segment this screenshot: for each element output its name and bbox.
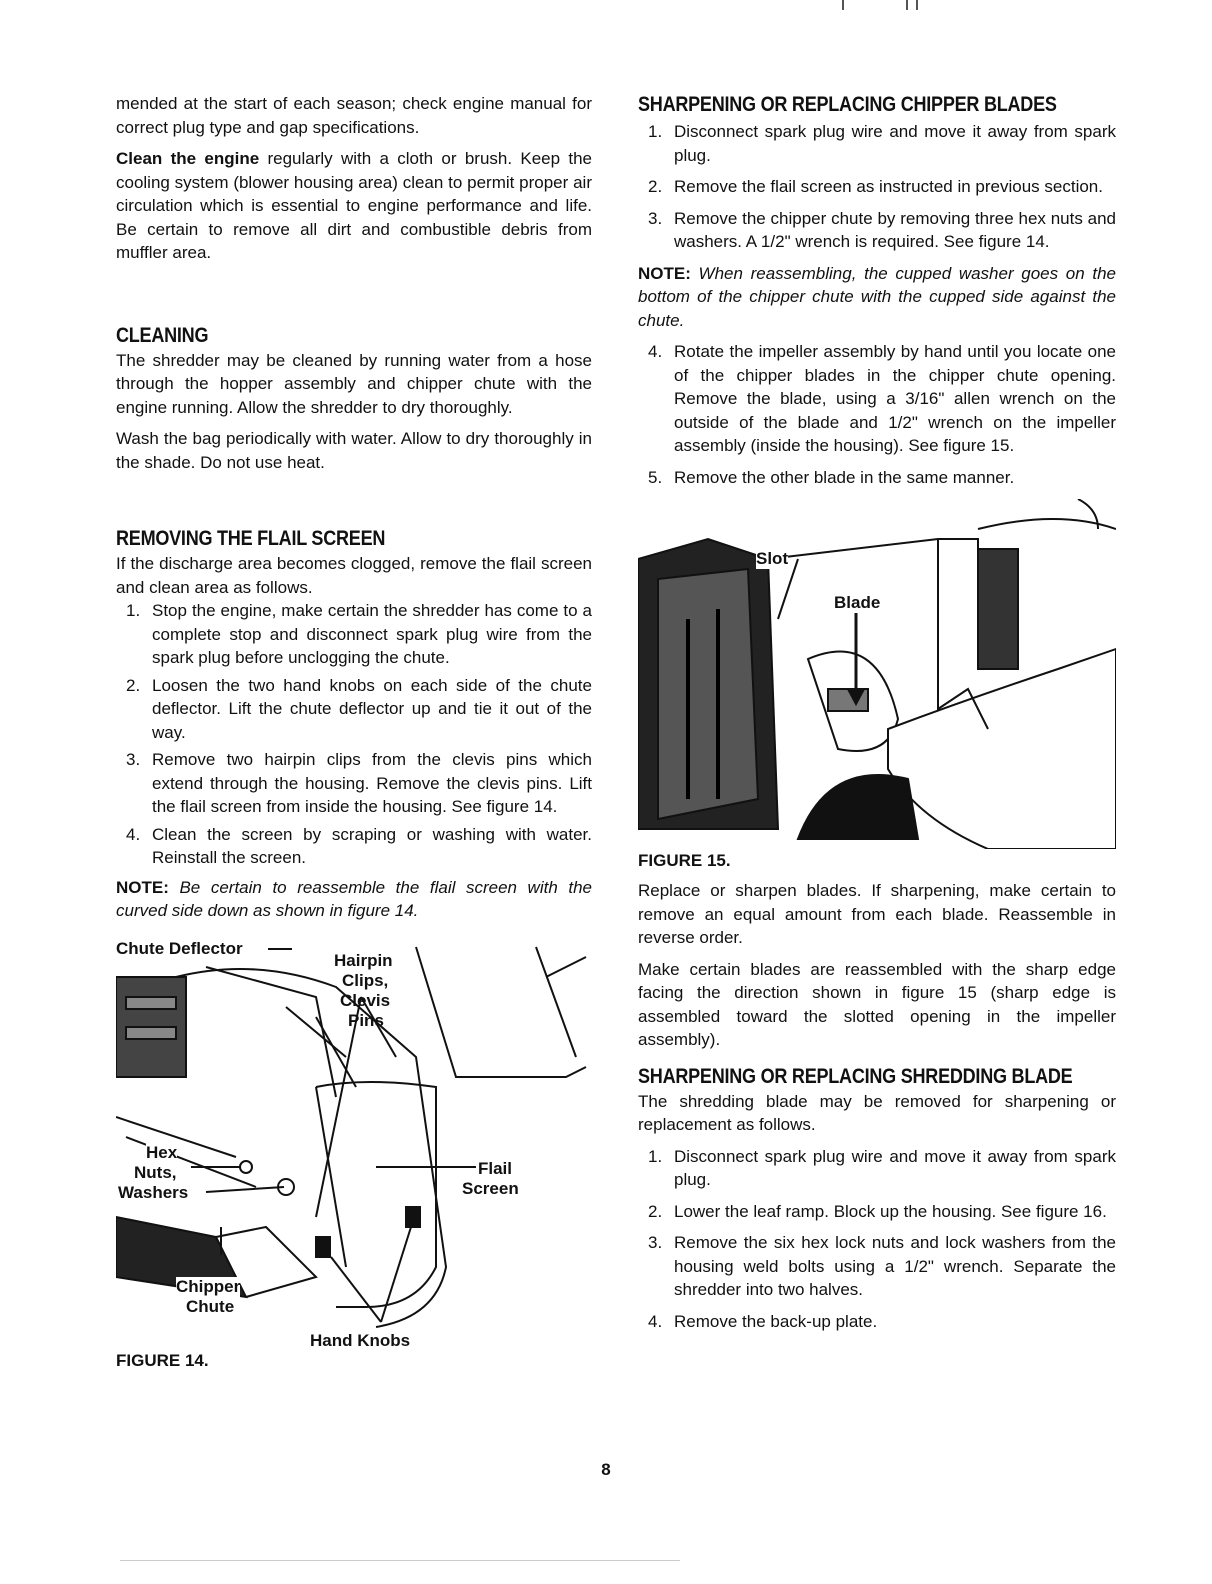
page-number: 8	[601, 1460, 611, 1479]
figure-15-illustration	[638, 499, 1116, 849]
cleaning-heading: CLEANING	[116, 323, 209, 347]
chipper-steps-a	[638, 120, 1116, 254]
scan-mark-bottom	[120, 1560, 680, 1561]
shredding-steps	[638, 1145, 1116, 1334]
list-item: 1. Disconnect spark plug wire and move it away from spark plug.	[648, 122, 1116, 165]
list-item: 5. Remove the other blade in the same manner.	[648, 467, 1015, 487]
label-clips: Clips,	[342, 970, 389, 990]
list-item: 2. Loosen the two hand knobs on each side of the chute deflector. Lift the chute deflector up and tie it out of the way.	[126, 675, 592, 742]
clean-engine-lead: Clean the engine	[116, 149, 260, 168]
list-item: 3. Remove two hairpin clips from the clevis pins which extend through the housing. Remove the clevis pins. Lift the flail screen from inside the housing. See figure 14.	[126, 750, 592, 816]
clean-engine-text: regularly with a cloth or brush. Keep the cooling system (blower housing area) clean to permit proper air circulation which is essential to engine performance and life. Be certain to remove all dirt and combustible debris from muffler area.	[116, 149, 592, 262]
label-blade: Blade	[834, 593, 881, 612]
chipper-steps-b	[638, 340, 1116, 489]
figure-15-caption: FIGURE 15.	[638, 851, 731, 870]
chipper-note: NOTE: When reassembling, the cupped washer goes on the bottom of the chipper chute with the cupped side against the chute.	[638, 263, 1116, 330]
figure-14-caption: FIGURE 14.	[116, 1350, 209, 1370]
figure-14	[116, 937, 596, 1370]
list-item: 4. Remove the back-up plate.	[648, 1311, 878, 1331]
cleaning-paragraph-1: The shredder may be cleaned by running water from a hose through the hopper assembly and chipper chute with the engine running. Allow the shredder to dry thoroughly.	[116, 350, 592, 417]
label-chute-deflector: Chute Deflector	[116, 938, 243, 958]
label-chipper: Chipper	[176, 1276, 241, 1296]
intro-paragraph: mended at the start of each season; check engine manual for correct plug type and gap specifications.	[116, 94, 592, 137]
flail-note: NOTE: Be certain to reassemble the flail screen with the curved side down as shown in figure 14.	[116, 877, 592, 920]
label-pins: Pins	[348, 1010, 384, 1030]
shredding-heading: SHARPENING OR REPLACING SHREDDING BLADE	[638, 1064, 1073, 1088]
label-hex: Hex	[146, 1142, 178, 1162]
flail-steps	[116, 599, 592, 870]
label-washers: Washers	[118, 1182, 189, 1202]
list-item: 4. Clean the screen by scraping or washing with water. Reinstall the screen.	[126, 824, 592, 867]
label-screen: Screen	[462, 1178, 519, 1198]
right-column	[638, 92, 1116, 1337]
chipper-heading: SHARPENING OR REPLACING CHIPPER BLADES	[638, 93, 1057, 116]
label-chute: Chute	[186, 1296, 235, 1316]
list-item: 1. Stop the engine, make certain the shredder has come to a complete stop and disconnect spark plug wire from the spark plug before unclogging the chute.	[126, 601, 592, 667]
label-clevis: Clevis	[340, 990, 391, 1010]
label-slot: Slot	[756, 549, 789, 568]
list-item: 4. Rotate the impeller assembly by hand until you locate one of the chipper blades in the chipper chute opening. Remove the blade, using a 3/16" allen wrench on the outside of the blade and 1/2" wrench on the impeller assembly (inside the housing). See figure 15.	[648, 342, 1116, 455]
shredding-intro: The shredding blade may be removed for sharpening or replacement as follows.	[638, 1091, 1116, 1134]
list-item: 2. Remove the flail screen as instructed in previous section.	[648, 177, 1103, 196]
flail-heading: REMOVING THE FLAIL SCREEN	[116, 527, 386, 550]
list-item: 1. Disconnect spark plug wire and move it away from spark plug.	[648, 1146, 1116, 1189]
cleaning-paragraph-2: Wash the bag periodically with water. Allow to dry thoroughly in the shade. Do not use heat.	[116, 429, 592, 472]
scan-mark-top	[906, 0, 908, 10]
scan-mark-top	[916, 0, 918, 10]
flail-intro: If the discharge area becomes clogged, remove the flail screen and clean area as follows.	[116, 554, 592, 597]
figure-15	[638, 499, 1116, 879]
list-item: 2. Lower the leaf ramp. Block up the housing. See figure 16.	[648, 1201, 1107, 1221]
scan-mark-top	[842, 0, 844, 10]
list-item: 3. Remove the six hex lock nuts and lock washers from the housing weld bolts using a 1/2" wrench. Separate the shredder into two halves.	[648, 1233, 1116, 1299]
label-hand-knobs: Hand Knobs	[310, 1330, 411, 1350]
label-nuts: Nuts,	[134, 1162, 177, 1182]
after-blade-paragraph-1: Replace or sharpen blades. If sharpening, make certain to remove an equal amount from each blade. Reassemble in reverse order.	[638, 881, 1116, 947]
list-item: 3. Remove the chipper chute by removing three hex nuts and washers. A 1/2" wrench is required. See figure 14.	[648, 208, 1116, 251]
label-hairpin: Hairpin	[334, 950, 393, 970]
after-blade-paragraph-2: Make certain blades are reassembled with the sharp edge facing the direction shown in figure 15 (sharp edge is assembled toward the slotted opening in the impeller assembly).	[638, 959, 1116, 1049]
clean-engine-paragraph	[116, 147, 592, 265]
label-flail: Flail	[478, 1158, 513, 1178]
left-column	[116, 92, 592, 1370]
